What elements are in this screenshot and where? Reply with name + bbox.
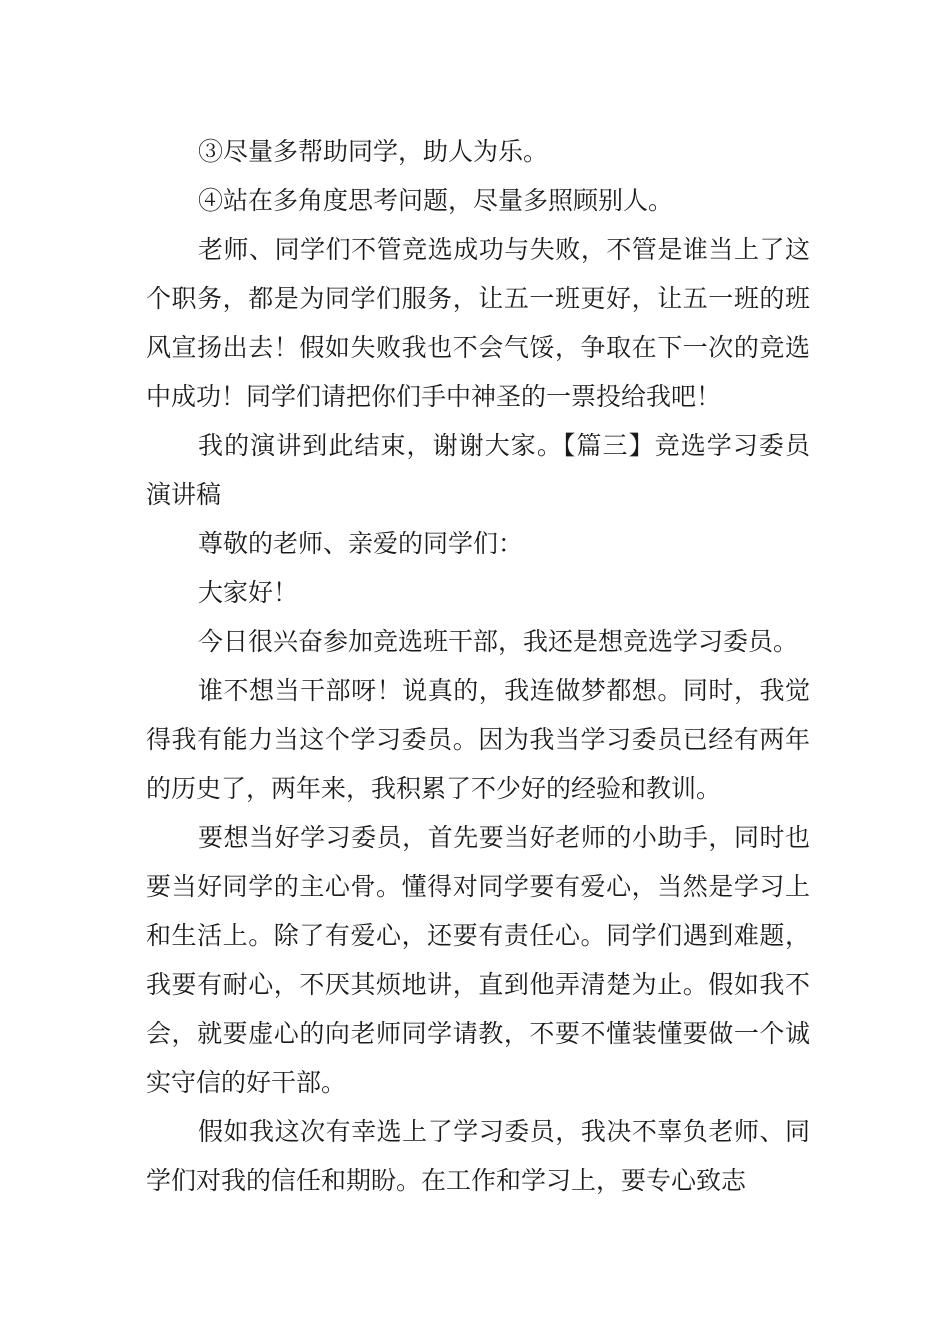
paragraph-1: ③尽量多帮助同学，助人为乐。 [198, 137, 549, 166]
paragraph-3: 老师、同学们不管竞选成功与失败，不管是谁当上了这个职务，都是为同学们服务，让五一班更好，让五一班的班风宣扬出去！假如失败我也不会气馁，争取在下一次的竞选中成功！同学们请把你们手中神圣的一票投给我吧！ [146, 235, 810, 411]
paragraph-4: 我的演讲到此结束，谢谢大家。【篇三】竞选学习委员演讲稿 [146, 431, 810, 509]
paragraph-6: 大家好！ [198, 578, 299, 607]
paragraph-10: 假如我这次有幸选上了学习委员，我决不辜负老师、同学们对我的信任和期盼。在工作和学习上，要专心致志 [146, 1117, 810, 1195]
paragraph-2: ④站在多角度思考问题，尽量多照顾别人。 [198, 186, 674, 215]
paragraph-7: 今日很兴奋参加竞选班干部，我还是想竞选学习委员。 [198, 627, 799, 656]
document-body [146, 127, 810, 1205]
paragraph-9: 要想当好学习委员，首先要当好老师的小助手，同时也要当好同学的主心骨。懂得对同学要有爱心，当然是学习上和生活上。除了有爱心，还要有责任心。同学们遇到难题，我要有耐心，不厌其烦地讲，直到他弄清楚为止。假如我不会，就要虚心的向老师同学请教，不要不懂装懂要做一个诚实守信的好干部。 [146, 823, 810, 1097]
paragraph-8: 谁不想当干部呀！说真的，我连做梦都想。同时，我觉得我有能力当这个学习委员。因为我当学习委员已经有两年的历史了，两年来，我积累了不少好的经验和教训。 [146, 676, 810, 803]
paragraph-5: 尊敬的老师、亲爱的同学们： [198, 529, 524, 558]
